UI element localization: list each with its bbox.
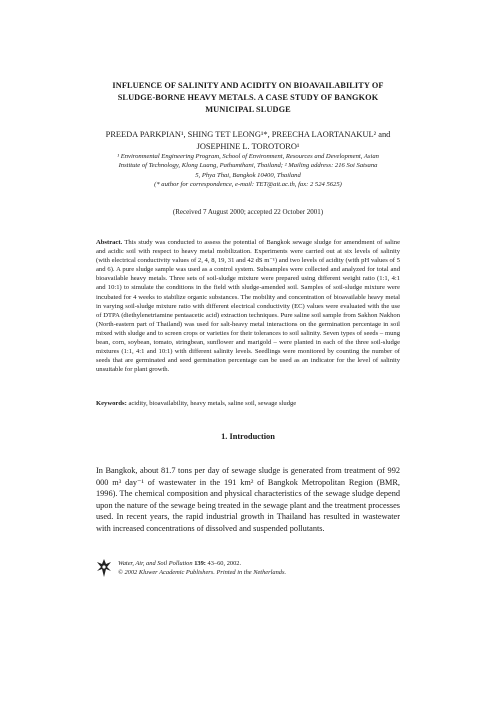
abstract-text: This study was conducted to assess the potential of Bangkok sewage sludge for amendment of saline and acidic soil with respect to heavy metal mobilization. Experiments were carried out at six levels of salinity (with electrical conductivity values of 2, 4, 8, 19, 31 and 42 dS m⁻¹) and two levels of acidity (with pH values of 5 and 6). A pure sludge sample was used as a control system. Subsamples were collected and analyzed for total and bioavailable heavy metals. Three sets of soil-sludge mixture were prepared using different weight ratio (1:1, 4:1 and 10:1) to simulate the conditions in the field with sludge-amended soil. Samples of soil-sludge mixture were incubated for 4 weeks to stabilize organic substances. The mobility and concentration of bioavailable heavy metal in varying soil-sludge mixture ratio with different electrical conductivity (EC) values were evaluated with the use of DTPA (diethylenetriamine pentaacetic acid) extraction techniques. Pure saline soil sample from Sakhon Nakhon (North-eastern part of Thailand) was used for salt-heavy metal interactions on the germination percentage in soil mixed with sludge and to screen crops or varieties for their tolerances to soil salinity. Seven types of seeds – mung bean, corn, soybean, tomato, stringbean, sunflower and marigold – were planted in each of the three soil-sludge mixtures (1:1, 4:1 and 10:1) with different salinity levels. Seedlings were monitored by counting the number of seeds that are germinated and seed germination percentage can be used as an indicator for the level of salinity unsuitable for plant growth. — [96, 239, 400, 374]
affiliation-line: Institute of Technology, Klong Luang, Pathumthani, Thailand; ² Mailing address: 216 Soi Satsana — [118, 162, 378, 170]
received-dates: (Received 7 August 2000; accepted 22 October 2001) — [172, 208, 324, 216]
keywords-text: acidity, bioavailability, heavy metals, saline soil, sewage sludge — [128, 400, 297, 407]
affiliation-line: ¹ Environmental Engineering Program, School of Environment, Resources and Development, Asian — [117, 153, 379, 160]
abstract — [96, 238, 400, 374]
introduction-paragraph: In Bangkok, about 81.7 tons per day of sewage sludge is generated from treatment of 992 000 m³ day⁻¹ of wastewater in the 191 km² of Bangkok Metropolitan Region (BMR, 1996). The chemical composition and physical characteristics of the sewage sludge depend upon the nature of the sewage being treated in the sewage plant and the treatment processes used. In recent years, the rapid industrial growth in Thailand has resulted in wastewater with increased concentrations of dissolved and suspended pollutants. — [96, 466, 400, 533]
publisher-logo-icon — [96, 558, 112, 578]
journal-pages: 43–60, 2002. — [207, 560, 242, 567]
author-list — [96, 129, 400, 152]
copyright-line: © 2002 Kluwer Academic Publishers. Printed in the Netherlands. — [118, 569, 287, 576]
section-heading: 1. Introduction — [221, 432, 275, 441]
paper-title — [96, 80, 400, 116]
journal-footer — [96, 558, 400, 580]
journal-name: Water, Air, and Soil Pollution — [118, 560, 193, 567]
title-line: MUNICIPAL SLUDGE — [205, 105, 291, 114]
footer-citation — [118, 559, 398, 577]
correspondence-line: (* author for correspondence, e-mail: TET@ait.ac.th, fax: 2 524 5625) — [154, 180, 342, 188]
citation-line — [118, 559, 398, 568]
author-line: PREEDA PARKPIAN¹, SHING TET LEONG¹*, PREECHA LAORTANAKUL² and — [105, 130, 391, 139]
keywords — [96, 399, 400, 408]
journal-volume: 139: — [194, 560, 206, 567]
title-line: INFLUENCE OF SALINITY AND ACIDITY ON BIOAVAILABILITY OF — [112, 81, 384, 90]
author-line: JOSEPHINE L. TOROTORO¹ — [196, 141, 300, 151]
affiliations — [96, 152, 400, 189]
title-line: SLUDGE-BORNE HEAVY METALS. A CASE STUDY OF BANGKOK — [117, 93, 379, 102]
affiliation-line: 5, Phya Thai, Bangkok 10400, Thailand — [195, 171, 301, 179]
keywords-label: Keywords: — [96, 400, 127, 407]
abstract-label: Abstract. — [96, 239, 123, 246]
